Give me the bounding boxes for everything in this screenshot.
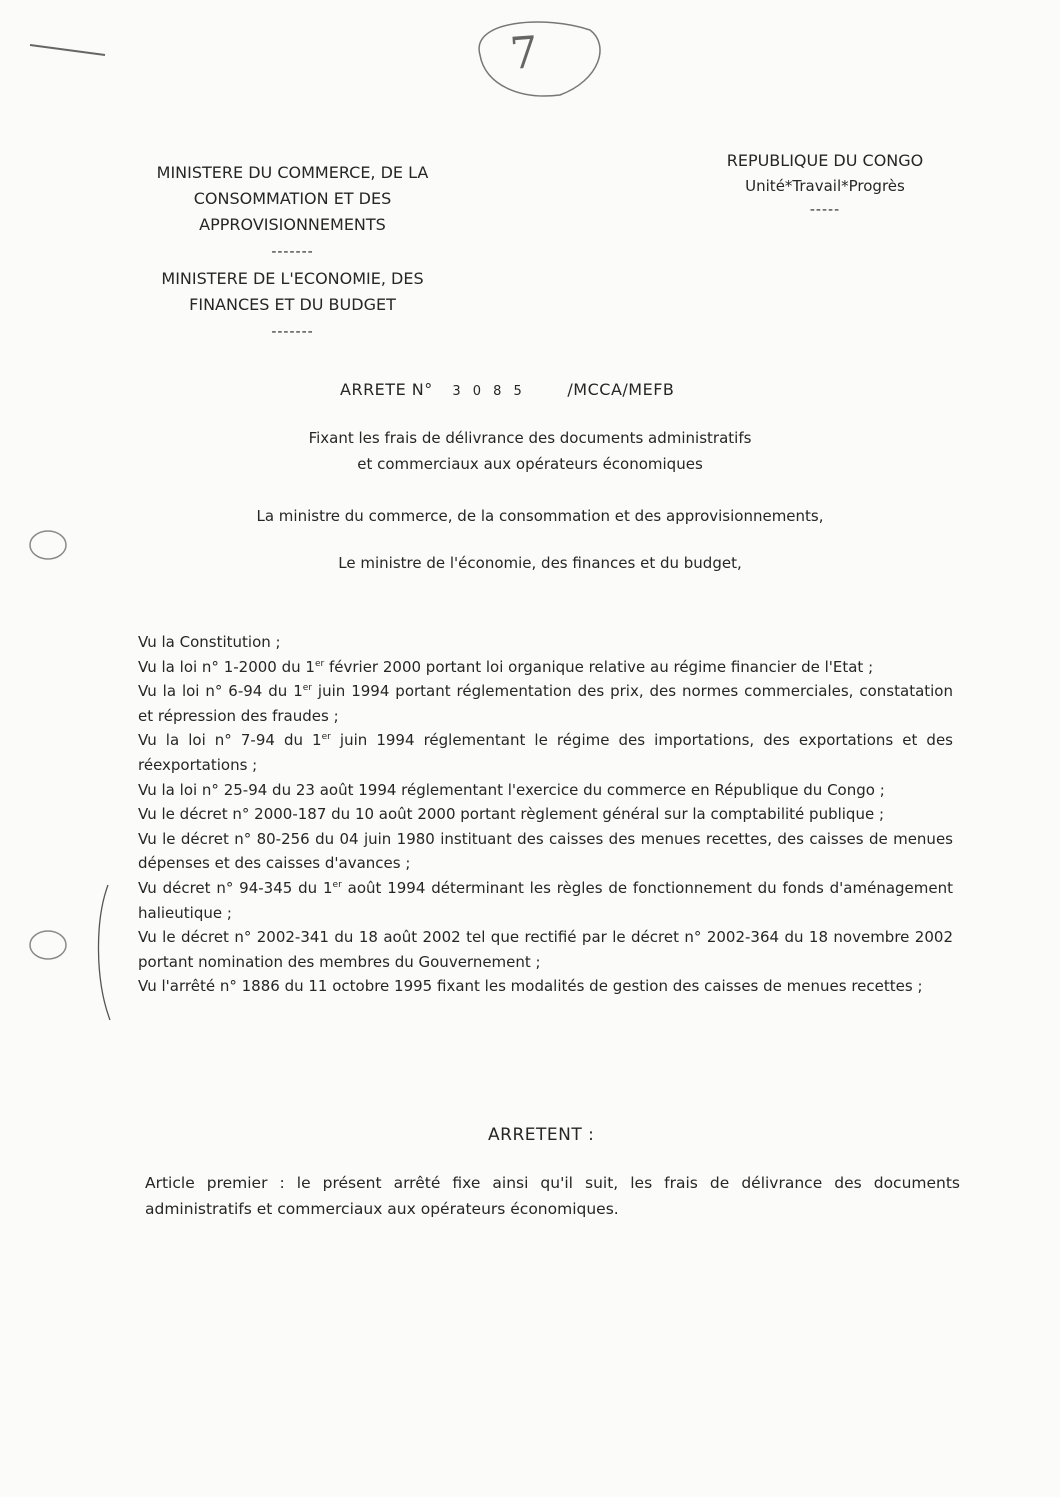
punch-hole-top: [30, 531, 66, 559]
ministry-line: MINISTERE DE L'ECONOMIE, DES: [161, 269, 424, 288]
separator-dash: -------: [271, 244, 314, 260]
arretent-heading: ARRETENT :: [488, 1125, 595, 1145]
separator-dash: -------: [271, 324, 314, 340]
punch-hole-bottom: [30, 931, 66, 959]
corner-scribble: [30, 45, 105, 55]
article-text: : le présent arrêté fixe ainsi qu'il suit, les frais de délivrance des documents administratifs et commerciaux aux opérateurs économiques.: [145, 1174, 961, 1218]
subject-line: et commerciaux aux opérateurs économiques: [357, 455, 703, 473]
decree-title: [340, 380, 780, 399]
consideration: Vu la loi n° 1-2000 du 1er février 2000 portant loi organique relative au régime financier de l'Etat ;: [138, 657, 874, 676]
consideration: Vu le décret n° 2002-341 du 18 août 2002 tel que rectifié par le décret n° 2002-364 du 18 novembre 2002 portant nomination des membres du Gouvernement ;: [138, 928, 953, 971]
consideration: Vu le décret n° 80-256 du 04 juin 1980 instituant des caisses des menues recettes, des caisses de menues dépenses et des caisses d'avances ;: [138, 829, 953, 873]
ministry-block: [120, 160, 465, 340]
ministry-line: FINANCES ET DU BUDGET: [189, 295, 396, 314]
consideration: Vu le décret n° 2000-187 du 10 août 2000 portant règlement général sur la comptabilité publique ;: [138, 805, 885, 824]
consideration: Vu la loi n° 25-94 du 23 août 1994 réglementant l'exercice du commerce en République du Congo ;: [138, 780, 885, 799]
motto: Unité*Travail*Progrès: [745, 177, 905, 195]
article-label: Article premier: [145, 1174, 268, 1192]
handwritten-circle: [479, 22, 600, 96]
separator-dash: -----: [809, 202, 841, 218]
minister-economy: Le ministre de l'économie, des finances et du budget,: [338, 554, 742, 572]
republic-block: [690, 148, 960, 218]
handwritten-mark: 7: [508, 27, 540, 80]
consideration: Vu décret n° 94-345 du 1er août 1994 déterminant les règles de fonctionnement du fonds d'aménagement halieutique ;: [138, 878, 953, 922]
decree-suffix: /MCCA/MEFB: [567, 380, 675, 399]
consideration: Vu la Constitution ;: [138, 633, 281, 651]
decree-label: ARRETE N°: [340, 380, 433, 399]
subject-line: Fixant les frais de délivrance des documents administratifs: [308, 429, 752, 447]
consideration: Vu la loi n° 6-94 du 1er juin 1994 portant réglementation des prix, des normes commerciales, constatation et répression des fraudes ;: [138, 682, 953, 725]
consideration: Vu la loi n° 7-94 du 1er juin 1994 réglementant le régime des importations, des exportations et des réexportations ;: [138, 731, 953, 774]
consideration: Vu l'arrêté n° 1886 du 11 octobre 1995 fixant les modalités de gestion des caisses de menues recettes ;: [138, 977, 923, 996]
republic-name: REPUBLIQUE DU CONGO: [726, 151, 924, 170]
considerations-list: [138, 630, 953, 999]
margin-bracket: [98, 885, 110, 1020]
decree-subject: [250, 425, 810, 477]
ministry-line: MINISTERE DU COMMERCE, DE LA: [156, 163, 429, 182]
decree-number: 3 0 8 5: [452, 384, 526, 399]
minister-commerce: La ministre du commerce, de la consommation et des approvisionnements,: [256, 507, 824, 525]
ministry-line: APPROVISIONNEMENTS: [199, 215, 386, 234]
article-premier: [145, 1170, 960, 1222]
ministry-line: CONSOMMATION ET DES: [193, 189, 392, 208]
